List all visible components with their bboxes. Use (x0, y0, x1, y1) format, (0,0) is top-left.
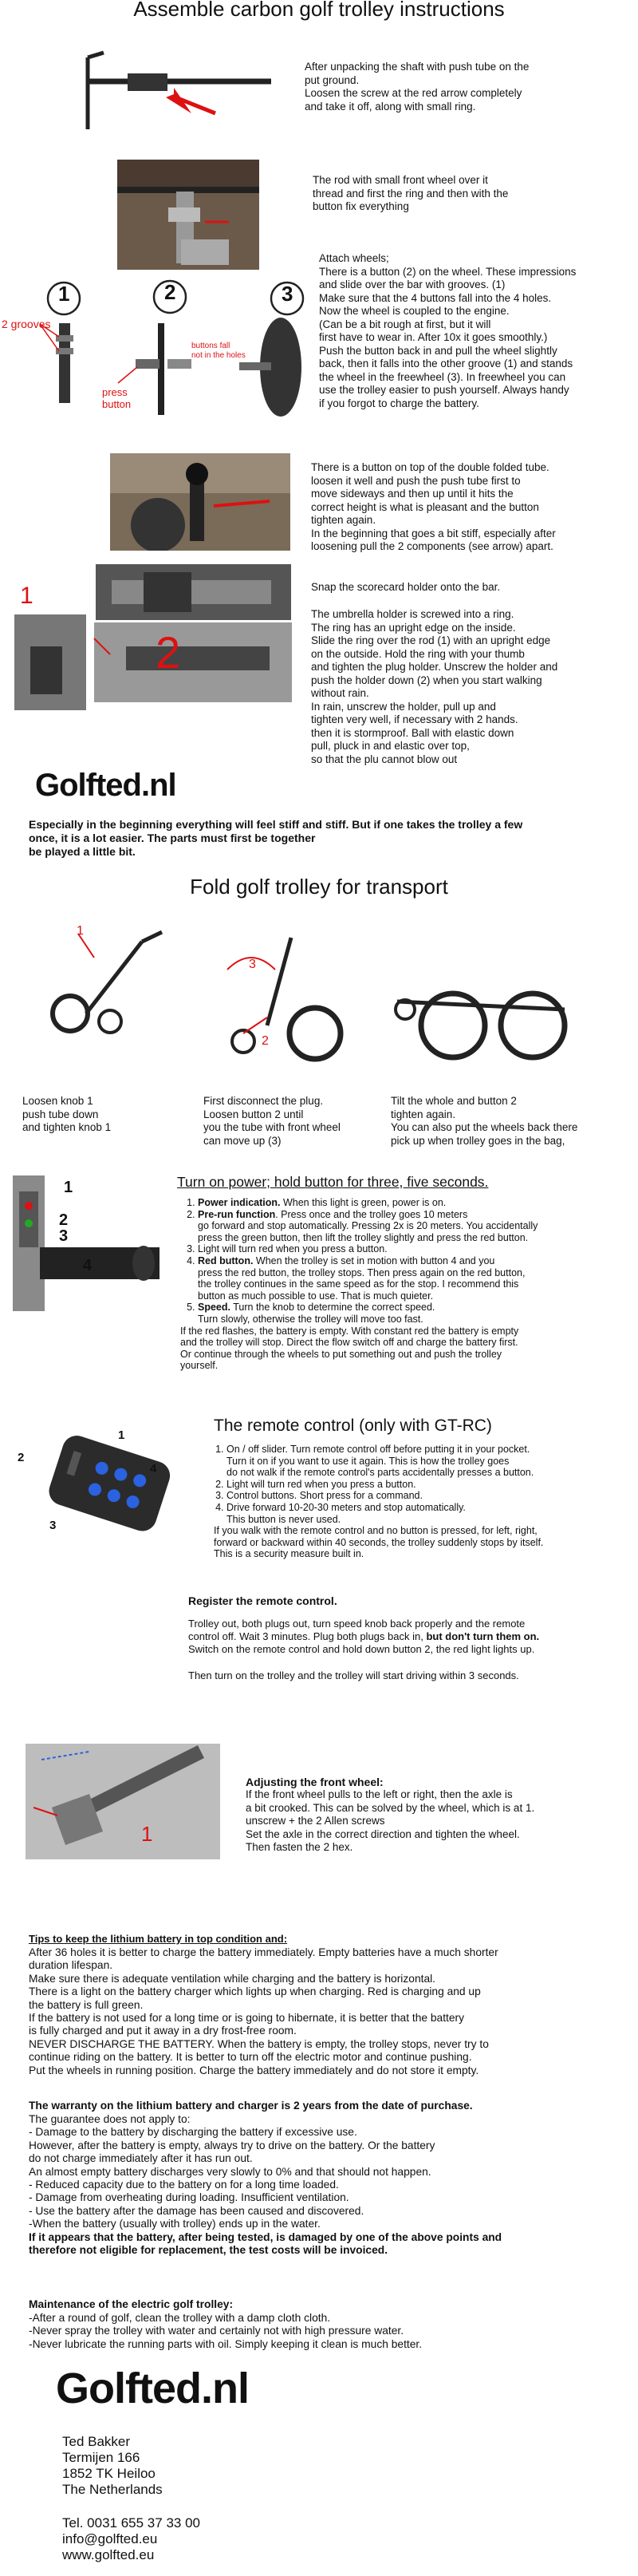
press-button-label: press button (102, 386, 132, 410)
contact-country: The Netherlands (62, 2482, 163, 2497)
battery-title: Tips to keep the lithium battery in top condition and: (29, 1933, 288, 1945)
power-list (180, 1197, 627, 1372)
contact-street: Termijen 166 (62, 2450, 140, 2465)
power-item-1: 1. Power indication. When this light is green, power is on. (198, 1197, 627, 1209)
remote-item-4: 4. Drive forward 10-20-30 meters and stop automatically. This button is never used. (226, 1502, 628, 1525)
umbrella-label-1: 1 (20, 583, 33, 609)
front-rod-photo (117, 160, 259, 270)
remote-list (214, 1444, 628, 1560)
umbrella-holder-photo (14, 614, 292, 710)
push-tube-photo (110, 453, 290, 551)
control-label-4: 4 (83, 1257, 93, 1274)
umbrella-label-2: 2 (156, 627, 181, 678)
step2-text: The rod with small front wheel over it thread and first the ring and then with the button fix everything (313, 174, 509, 212)
battery-text: After 36 holes it is better to charge the battery immediately. Empty batteries have a much shorter duration lifespan. Make sure there is adequate ventilation while charging and the battery is horizontal. There is a light on the battery charger which lights up when charging. Red is charging and up the battery is full green. If the battery is not used for a long time or is going to hibernate, it is better that the battery is fully charged and put it away in a dry frost-free room. NEVER DISCHARGE THE BATTERY. When the battery is empty, the trolley stops, never try to continue riding on the battery. It is better to turn off the electric motor and continue pushing. Put the wheels in running position. Charge the battery immediately and do not store it empty. (29, 1946, 498, 2076)
front-wheel-text: If the front wheel pulls to the left or right, then the axle is a bit crooked. This can be solved by the wheel, which is at 1. unscrew + the 2 Allen screws Set the axle in the correct direction and tighten the wheel. Then fasten the 2 hex. (246, 1788, 535, 1853)
step4-text: There is a button on top of the double folded tube. loosen it well and push the push tube first to move sideways and then up until it hits the correct height is what is pleasant and the button tighten again. In the beginning that goes a bit stiff, especially after loosening pull the 2 components (see arrow) apart. (311, 461, 556, 552)
warranty-bold-text: If it appears that the battery, after being tested, is damaged by one of the above points and therefore not eligible for replacement, the test costs will be invoiced. (29, 2231, 502, 2257)
footer-logo: Golfted.nl (56, 2365, 249, 2412)
contact-block (62, 2434, 200, 2563)
power-title: Turn on power; hold button for three, five seconds. (177, 1174, 489, 1190)
remote-footer: If you walk with the remote control and no button is pressed, for left, right, forward or backward within 40 seconds, the trolley suddenly stops by itself. This is a security measure built in. (214, 1525, 544, 1560)
remote-item-2: 2. Light will turn red when you press a button. (226, 1479, 628, 1491)
remote-item-3: 3. Control buttons. Short press for a command. (226, 1490, 628, 1502)
front-wheel-label-1: 1 (141, 1822, 153, 1846)
contact-name: Ted Bakker (62, 2434, 131, 2449)
scorecard-photo (96, 564, 291, 620)
control-label-3: 3 (59, 1227, 69, 1245)
shaft-photo (72, 41, 279, 137)
fold-label-2: 2 (262, 1034, 269, 1048)
power-item-2: 2. Pre-run function. Press once and the trolley goes 10 meters go forward and stop automatically. Pressing 2x is 20 meters. You accidentally press the green button, then lift the trolley slightly and press the red button. (198, 1209, 627, 1244)
maintenance-title: Maintenance of the electric golf trolley: (29, 2298, 234, 2310)
warranty-text: The guarantee does not apply to: - Damage to the battery by discharging the battery if excessive use. However, after the battery is empty, always try to drive on the battery. Or the battery do not charge immediately after it has run out. An almost empty battery discharges very slowly to 0% and that should not happen. - Reduced capacity due to the battery on for a long time loaded. - Damage from overheating during loading. Insufficient ventilation. - Use the battery after the damage has been caused and discovered. -When the battery (usually with trolley) ends up in the water. (29, 2113, 435, 2230)
control-label-2: 2 (59, 1211, 69, 1229)
fold-label-1: 1 (77, 924, 84, 938)
front-wheel-photo (26, 1744, 220, 1859)
wheel-label-2: 2 (164, 280, 176, 304)
power-item-5: 5. Speed. Turn the knob to determine the correct speed. Turn slowly, otherwise the trolley will move too fast. (198, 1302, 627, 1325)
remote-label-4: 4 (150, 1462, 157, 1476)
control-label-1: 1 (64, 1179, 73, 1196)
fold-photo-3 (389, 962, 585, 1081)
step1-text: After unpacking the shaft with push tube on the put ground. Loosen the screw at the red arrow completely and take it off, along with small ring. (305, 61, 530, 113)
page-title: Assemble carbon golf trolley instructions (133, 0, 505, 21)
power-item-4: 4. Red button. When the trolley is set in motion with button 4 and you press the red button, the trolley stops. Then press again on the red button, the trolley continues in the same speed as for the stop. I recommend this button as much possible to use. That is much quieter. (198, 1255, 627, 1302)
handle-control-photo (8, 1175, 160, 1311)
remote-title: The remote control (only with GT-RC) (214, 1416, 492, 1435)
fold1-text: Loosen knob 1 push tube down and tighten knob 1 (22, 1095, 112, 1133)
remote-label-2: 2 (18, 1451, 25, 1464)
power-item-3: 3. Light will turn red when you press a button. (198, 1243, 627, 1255)
register-text-2: Then turn on the trolley and the trolley will start driving within 3 seconds. (188, 1669, 519, 1681)
buttons-holes-label: buttons fall not in the holes (191, 342, 246, 360)
fold-photo-2 (195, 914, 355, 1065)
stiffness-note: Especially in the beginning everything will feel stiff and stiff. But if one takes the trolley a few once, it is a lot easier. The parts must first be together be played a little bit. (29, 818, 523, 858)
contact-web[interactable]: www.golfted.eu (62, 2547, 155, 2562)
contact-phone: Tel. 0031 655 37 33 00 (62, 2515, 200, 2531)
remote-label-1: 1 (118, 1428, 125, 1442)
step5-text: Snap the scorecard holder onto the bar. (311, 581, 501, 593)
fold-photo-1 (22, 910, 178, 1037)
fold3-text: Tilt the whole and button 2 tighten again. You can also put the wheels back there pick up when trolley goes in the bag, (391, 1095, 578, 1147)
wheel-attach-diagram (0, 279, 319, 423)
step3-text: Attach wheels; There is a button (2) on the wheel. These impressions and slide over the bar with grooves. (1) Make sure that the 4 buttons fall into the 4 holes. Now the wheel is coupled to the engine. (Can be a bit rough at first, but it will first have to wear in. After 10x it goes smoothly.) Push the button back in and pull the wheel slightly back, then it falls into the other groove (1) and stands the wheel in the freewheel (3). In freewheel you can use the trolley easier to push yourself. Always handy if you forgot to charge the battery. (319, 252, 577, 409)
grooves-label: 2 grooves (2, 318, 51, 330)
remote-label-3: 3 (49, 1519, 57, 1532)
wheel-label-1: 1 (58, 282, 70, 306)
wheel-label-3: 3 (282, 282, 293, 306)
register-text: Trolley out, both plugs out, turn speed knob back properly and the remote control off. Wait 3 minutes. Plug both plugs back in, but don't turn them on. Switch on the remote control and hold down button 2, the red light lights up. (188, 1618, 540, 1655)
front-wheel-title: Adjusting the front wheel: (246, 1776, 384, 1788)
contact-email[interactable]: info@golfted.eu (62, 2531, 158, 2546)
fold-title: Fold golf trolley for transport (190, 875, 448, 899)
contact-city: 1852 TK Heiloo (62, 2466, 156, 2481)
fold-label-3: 3 (249, 958, 256, 971)
maintenance-text: -After a round of golf, clean the trolley with a damp cloth cloth. -Never spray the trolley with water and certainly not with high pressure water. -Never lubricate the running parts with oil. Simply keeping it clean is much better. (29, 2312, 423, 2350)
remote-control-image (21, 1430, 188, 1542)
golfted-logo: Golfted.nl (35, 768, 176, 803)
fold2-text: First disconnect the plug. Loosen button 2 until you the tube with front wheel can move up (3) (203, 1095, 341, 1147)
remote-item-1: 1. On / off slider. Turn remote control off before putting it in your pocket. Turn it on if you want to use it again. This is how the trolley goes do not walk if the remote control's parts accidentally presses a button. (226, 1444, 628, 1479)
register-title: Register the remote control. (188, 1594, 337, 1607)
power-footer: If the red flashes, the battery is empty. With constant red the battery is empty and the trolley will stop. Direct the flow switch off and charge the battery first. Or continue through the wheels to put something out and push the trolley yourself. (180, 1325, 519, 1372)
step6-text: The umbrella holder is screwed into a ring. The ring has an upright edge on the inside. Slide the ring over the rod (1) with an upright edge on the outside. Hold the ring with your thumb and tighten the plug holder. Unscrew the holder and push the holder down (2) when you start walking without rain. In rain, unscrew the holder, pull up and tighten very well, if necessary with 2 hands. then it is stormproof. Ball with elastic down pull, pluck in and elastic over top, so that the plu cannot blow out (311, 608, 558, 765)
warranty-title: The warranty on the lithium battery and charger is 2 years from the date of purchase. (29, 2100, 473, 2112)
